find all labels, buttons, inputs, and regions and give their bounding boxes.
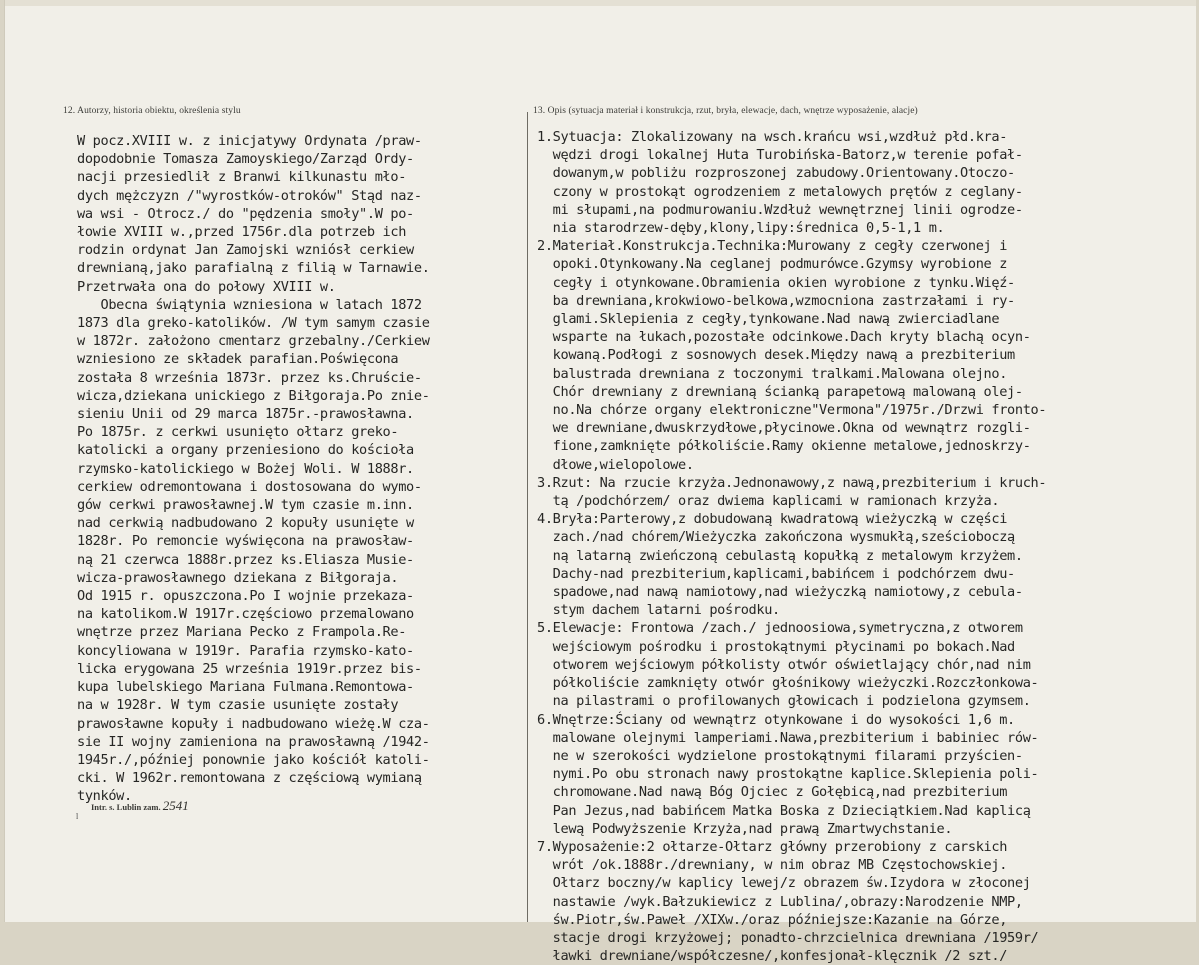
text-line: wicza-prawosławnego dziekana z Biłgoraja. bbox=[77, 569, 399, 586]
text-line: katolicki a organy przeniesiono do kościoła bbox=[77, 442, 414, 459]
text-line: ba drewniana,krokwiowo-belkowa,wzmocniona zastrzałami i ry- bbox=[537, 292, 1015, 309]
text-line: Obecna świątynia wzniesiona w latach 1872 bbox=[77, 296, 422, 313]
text-line: drewnianą,jako parafialną z filią w Tarnawie. bbox=[77, 260, 430, 277]
text-line: kupa lubelskiego Mariana Fulmana.Remontowa- bbox=[77, 679, 414, 696]
text-line: ną latarną zwieńczoną cebulastą kopułką z metalowym krzyżem. bbox=[537, 547, 1023, 564]
text-line: Dachy-nad prezbiterium,kaplicami,babińcem i podchórzem dwu- bbox=[537, 565, 1015, 582]
text-line: rzymsko-katolickiego w Bożej Woli. W 1888r. bbox=[77, 460, 414, 477]
text-line: tą /podchórzem/ oraz dwiema kaplicami w ramionach krzyża. bbox=[537, 493, 1000, 510]
text-line: na katolikom.W 1917r.częściowo przemalowano bbox=[77, 606, 414, 623]
text-line: wzniesiono ze składek parafian.Poświęcona bbox=[77, 351, 399, 368]
text-line: została 8 września 1873r. przez ks.Chruście- bbox=[77, 369, 422, 386]
text-line: wędzi drogi lokalnej Huta Turobińska-Batorz,w terenie pofał- bbox=[537, 147, 1023, 164]
text-line: wejściowym pośrodku i prostokątnymi płycinami po bokach.Nad bbox=[537, 638, 1015, 655]
text-line: św.Piotr,św.Paweł /XIXw./oraz późniejsze:Kazanie na Górze, bbox=[537, 911, 1008, 928]
stamp-label: Intr. s. Lublin zam. bbox=[91, 802, 161, 812]
text-line: Od 1915 r. opuszczona.Po I wojnie przekaza- bbox=[77, 588, 414, 605]
text-line: ne w szerokości wydzielone prostokątnymi filarami przyścien- bbox=[537, 747, 1023, 764]
text-line: Chór drewniany z drewnianą ścianką parapetową malowaną olej- bbox=[537, 383, 1023, 400]
text-line: koncyliowana w 1919r. Parafia rzymsko-kato- bbox=[77, 642, 414, 659]
text-line: lewą Podwyższenie Krzyża,nad prawą Zmartwychstanie. bbox=[537, 820, 953, 837]
text-line: Przetrwała ona do połowy XVIII w. bbox=[77, 278, 336, 295]
paper-top-edge bbox=[5, 0, 1196, 6]
section-12-header: 12. Autorzy, historia obiektu, określenia stylu bbox=[63, 106, 241, 116]
text-line: sieniu Unii od 29 marca 1875r.-prawosławna. bbox=[77, 406, 414, 423]
text-line: cerkiew odremontowana i dostosowana do wymo- bbox=[77, 478, 422, 495]
text-line: rodzin ordynat Jan Zamojski wzniósł cerkiew bbox=[77, 242, 414, 259]
text-line: zach./nad chórem/Wieżyczka zakończona wysmukłą,sześcioboczą bbox=[537, 529, 1015, 546]
text-line: Po 1875r. z cerkwi usunięto ołtarz greko- bbox=[77, 424, 399, 441]
text-line: mi słupami,na podmurowaniu.Wzdłuż wewnętrznej linii ogrodze- bbox=[537, 201, 1023, 218]
text-line: 7.Wyposażenie:2 ołtarze-Ołtarz główny przerobiony z carskich bbox=[537, 838, 1008, 855]
text-line: wnętrze przez Mariana Pecko z Frampola.Re- bbox=[77, 624, 407, 641]
text-line: Pan Jezus,nad babińcem Matka Boska z Dzieciątkiem.Nad kaplicą bbox=[537, 802, 1031, 819]
text-line: licka erygowana 25 września 1919r.przez bis- bbox=[77, 660, 422, 677]
text-line: dopodobnie Tomasza Zamoyskiego/Zarząd Ordy- bbox=[77, 151, 414, 168]
text-line: Ołtarz boczny/w kaplicy lewej/z obrazem św.Izydora w złoconej bbox=[537, 875, 1031, 892]
text-line: wicza,dziekana unickiego z Biłgoraja.Po znie- bbox=[77, 387, 430, 404]
text-line: półkoliście zamknięty otwór głośnikowy wieżyczki.Rozczłonkowa- bbox=[537, 675, 1039, 692]
history-text-column bbox=[77, 132, 430, 806]
text-line: opoki.Otynkowany.Na ceglanej podmurówce.Gzymsy wyrobione z bbox=[537, 256, 1008, 273]
text-line: 6.Wnętrze:Ściany od wewnątrz otynkowane i do wysokości 1,6 m. bbox=[537, 711, 1015, 728]
text-line: fione,zamknięte półkoliście.Ramy okienne metalowe,jednoskrzy- bbox=[537, 438, 1031, 455]
text-line: nia starodrzew-dęby,klony,lipy:średnica 0,5-1,1 m. bbox=[537, 220, 945, 237]
text-line: malowane olejnymi lamperiami.Nawa,prezbiterium i babiniec rów- bbox=[537, 729, 1039, 746]
text-line: spadowe,nad nawą namiotowy,nad wieżyczką namiotowy,z cebula- bbox=[537, 584, 1023, 601]
margin-mark: l bbox=[76, 812, 79, 821]
text-line: prawosławne kopuły i nadbudowano wieżę.W cza- bbox=[77, 715, 430, 732]
text-line: łowie XVIII w.,przed 1756r.dla potrzeb ich bbox=[77, 224, 407, 241]
text-line: dowanym,w pobliżu rozproszonej zabudowy.Orientowany.Otoczo- bbox=[537, 165, 1015, 182]
stamp-number: 2541 bbox=[162, 798, 189, 813]
text-line: 2.Materiał.Konstrukcja.Technika:Murowany z cegły czerwonej i bbox=[537, 238, 1008, 255]
text-line: ną 21 czerwca 1888r.przez ks.Eliasza Musie- bbox=[77, 551, 414, 568]
text-line: nymi.Po obu stronach nawy prostokątne kaplice.Sklepienia poli- bbox=[537, 766, 1039, 783]
text-line: w 1872r. założono cmentarz grzebalny./Cerkiew bbox=[77, 333, 430, 350]
text-line: W pocz.XVIII w. z inicjatywy Ordynata /praw- bbox=[77, 133, 422, 149]
document-sheet bbox=[4, 0, 1196, 965]
text-line: 4.Bryła:Parterowy,z dobudowaną kwadratową wieżyczką w części bbox=[537, 511, 1008, 528]
text-line: stym dachem latarni pośrodku. bbox=[537, 602, 780, 619]
text-line: 5.Elewacje: Frontowa /zach./ jednoosiowa,symetryczna,z otworem bbox=[537, 620, 1023, 637]
section-13-header: 13. Opis (sytuacja materiał i konstrukcja, rzut, bryła, elewacje, dach, wnętrze wyposażenie, alacje) bbox=[533, 106, 918, 116]
text-line: gów cerkwi prawosławnej.W tym czasie m.inn. bbox=[77, 497, 414, 514]
text-line: 1828r. Po remoncie wyświęcona na prawosław- bbox=[77, 533, 414, 550]
text-line: nastawie /wyk.Bałzukiewicz z Lublina/,obrazy:Narodzenie NMP, bbox=[537, 893, 1023, 910]
text-line: czony w prostokąt ogrodzeniem z metalowych prętów z ceglany- bbox=[537, 183, 1023, 200]
text-line: wsparte na łukach,pozostałe odcinkowe.Dach kryty blachą ocyn- bbox=[537, 329, 1031, 346]
description-text-column bbox=[537, 128, 1046, 965]
text-line: kowaną.Podłogi z sosnowych desek.Między nawą a prezbiterium bbox=[537, 347, 1015, 364]
text-line: nad cerkwią nadbudowano 2 kopuły usunięte w bbox=[77, 515, 414, 532]
text-line: na w 1928r. W tym czasie usunięte zostały bbox=[77, 697, 399, 714]
text-line: cki. W 1962r.remontowana z częściową wymianą bbox=[77, 770, 422, 787]
text-line: dłowe,wielopolowe. bbox=[537, 456, 694, 473]
text-line: 1.Sytuacja: Zlokalizowany na wsch.krańcu wsi,wzdłuż płd.kra- bbox=[537, 129, 1008, 145]
text-line: otworem wejściowym półkolisty otwór oświetlający chór,nad nim bbox=[537, 656, 1031, 673]
text-line: sie II wojny zamieniona na prawosławną /1942- bbox=[77, 733, 430, 750]
text-line: 1873 dla greko-katolików. /W tym samym czasie bbox=[77, 315, 430, 332]
text-line: chromowane.Nad nawą Bóg Ojciec z Gołębicą,nad prezbiterium bbox=[537, 784, 1008, 801]
text-line: dych mężczyzn /"wyrostków-otroków" Stąd naz- bbox=[77, 187, 422, 204]
text-line: we drewniane,dwuskrzydłowe,płycinowe.Okna od wewnątrz rozgli- bbox=[537, 420, 1031, 437]
text-line: wa wsi - Otrocz./ do "pędzenia smoły".W po- bbox=[77, 205, 414, 222]
text-line: nacji przesiedlił z Branwi kilkunastu mło- bbox=[77, 169, 407, 186]
text-line: cegły i otynkowane.Obramienia okien wyrobione z tynku.Więź- bbox=[537, 274, 1015, 291]
text-line: glami.Sklepienia z cegły,tynkowane.Nad nawą zwierciadlane bbox=[537, 311, 1000, 328]
text-line: 1945r./,później ponownie jako kościół katoli- bbox=[77, 751, 430, 768]
column-divider bbox=[527, 112, 528, 922]
text-line: na pilastrami o profilowanych głowicach i podzielona gzymsem. bbox=[537, 693, 1031, 710]
text-line: 3.Rzut: Na rzucie krzyża.Jednonawowy,z nawą,prezbiterium i kruch- bbox=[537, 474, 1047, 491]
text-line: tynków. bbox=[77, 788, 132, 805]
text-line: stacje drogi krzyżowej; ponadto-chrzcielnica drewniana /1959r/ bbox=[537, 929, 1039, 946]
text-line: no.Na chórze organy elektroniczne"Vermona"/1975r./Drzwi fronto- bbox=[537, 402, 1047, 419]
text-line: ławki drewniane/współczesne/,konfesjonał-klęcznik /2 szt./ bbox=[537, 948, 1008, 965]
archive-stamp bbox=[91, 798, 189, 814]
text-line: balustrada drewniana z toczonymi tralkami.Malowana olejno. bbox=[537, 365, 1008, 382]
text-line: wrót /ok.1888r./drewniany, w nim obraz MB Częstochowskiej. bbox=[537, 857, 1008, 874]
